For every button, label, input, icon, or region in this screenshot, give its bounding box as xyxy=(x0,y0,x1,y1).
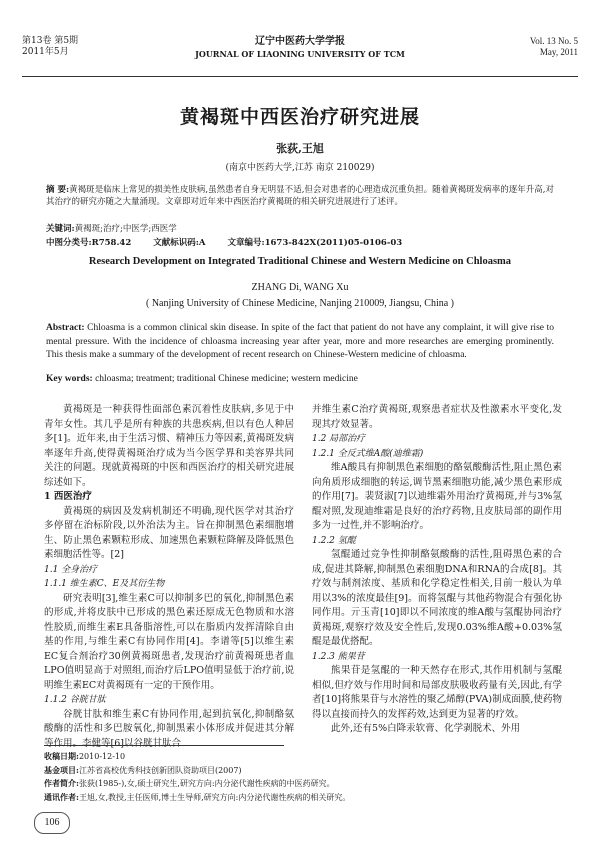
keywords-cn-text: 黄褐斑;治疗;中医学;西医学 xyxy=(74,224,177,234)
footnote-text: 张荻(1985-),女,硕士研究生,研究方向:内分泌代谢性疾病的中医药研究。 xyxy=(78,779,335,788)
keywords-en-label: Key words: xyxy=(46,374,93,384)
keywords-en-text: chloasma; treatment; traditional Chinese medicine; western medicine xyxy=(95,374,358,384)
subsection-heading: 1.1 全身治疗 xyxy=(44,564,98,575)
journal-name xyxy=(22,36,578,60)
class-number: 中图分类号:R758.42 xyxy=(46,238,132,248)
subsection-heading: 1.1.2 谷胱甘肽 xyxy=(44,695,106,705)
paragraph: 维A酸具有抑制黑色素细胞的酪氨酸酶活性,阻止黑色素向角质形成细胞的转运,调节黑素细胞功能,减少黑色素形成的作用[7]。裴贤淑[7]以迪维霜外用治疗黄褐斑,并与3%氢醌对照,发现迪维霜是良好的治疗药物,且皮肤局部的副作用多为一过性,并不影响治疗。 xyxy=(312,462,562,531)
issue-info-en xyxy=(530,36,578,58)
footnote-text: 2010-12-10 xyxy=(78,752,126,761)
journal-name-cn: 辽宁中医药大学学报 xyxy=(255,36,345,47)
affiliation-cn: (南京中医药大学,江苏 南京 210029) xyxy=(225,163,375,173)
abstract-cn-text: 黄褐斑是临床上常见的损美性皮肤病,虽然患者自身无明显不适,但会对患者的心理造成沉重负担。随着黄褐斑发病率的逐年升高,对其治疗的研究亦随之大量涌现。文章即对近年来中西医治疗黄褐斑的相关研究进展进行了述评。 xyxy=(46,185,554,207)
footnote-received xyxy=(44,750,570,764)
page-number: 106 xyxy=(34,812,70,834)
footnote-author xyxy=(44,777,570,791)
abstract-cn xyxy=(46,184,554,208)
abstract-en xyxy=(46,322,554,363)
subsection-heading: 1.2.2 氢醌 xyxy=(312,535,356,546)
journal-name-en: JOURNAL OF LIAONING UNIVERSITY OF TCM xyxy=(195,49,405,59)
issue-date-en: May, 2011 xyxy=(539,47,578,57)
section-heading: 1 西医治疗 xyxy=(44,491,92,502)
keywords-en xyxy=(46,374,554,384)
keywords-cn-label: 关键词: xyxy=(46,224,75,234)
abstract-en-text: Chloasma is a common clinical skin disease. In spite of the fact that patient do not have any complaint, it will give rise to mental pressure. With the incidence of chloasma increasing year after year, more and more researches are emerging prominently. This thesis make a summary of the development of recent research on Chinese-Western medicine of chloasma. xyxy=(46,323,555,360)
footnote-label: 基金项目: xyxy=(44,764,79,775)
abstract-cn-label: 摘 要: xyxy=(46,185,70,195)
classification-row xyxy=(46,236,554,248)
document-code: 文献标识码:A xyxy=(153,238,206,248)
body-column-left xyxy=(44,403,294,751)
footnote-label: 作者简介: xyxy=(44,778,79,788)
footnote-label: 收稿日期: xyxy=(44,751,79,761)
journal-header xyxy=(22,28,578,77)
paragraph: 此外,还有5%白降汞软膏、化学剥脱术、外用 xyxy=(331,723,521,734)
paper-title-en: Research Development on Integrated Traditional Chinese and Western Medicine on Chloasma xyxy=(88,256,512,267)
footnote-funding xyxy=(44,764,570,778)
issue-date-cn: 2011年5月 xyxy=(22,47,69,57)
paragraph: 黄褐斑的病因及发病机制还不明确,现代医学对其治疗多停留在治标阶段,以外治法为主。旨在抑制黑色素细胞增生、防止黑色素颗粒形成、加速黑色素颗粒降解及降低黑色素细胞活性等。[2] xyxy=(44,505,294,560)
body-column-right xyxy=(312,403,562,737)
volume-issue-en: Vol. 13 No. 5 xyxy=(529,36,578,46)
affiliation-en: ( Nanjing University of Chinese Medicine, Nanjing 210009, Jiangsu, China ) xyxy=(145,298,454,309)
paragraph: 黄褐斑是一种获得性面部色素沉着性皮肤病,多见于中青年女性。其几乎是所有种族的共患疾病,但以有色人种居多[1]。近年来,由于生活习惯、精神压力等因素,黄褐斑发病率逐年升高,使得黄褐斑治疗成为当今医学界和美容界共同关注的问题。现就黄褐斑的中医和西医治疗的相关研究进展综述如下。 xyxy=(44,404,294,488)
paragraph: 研究表明[3],维生素C可以抑制多巴的氧化,抑制黑色素的形成,并将皮肤中已形成的黑色素还原成无色物质和水溶性胶质,而维生素E具备脂溶性,可以在脂质内发挥清除自由基的作用,与维生素C有协同作用[4]。李谱等[5]以维生素EC复合剂治疗30例黄褐斑患者,发现治疗前黄褐斑患者血LPO值明显高于对照组,而治疗后LPO值明显低于治疗前,说明维生素EC对黄褐斑有一定的干预作用。 xyxy=(44,592,294,691)
footnote-corresponding xyxy=(44,791,570,805)
paper-title-cn: 黄褐斑中西医治疗研究进展 xyxy=(179,106,420,128)
paragraph: 熊果苷是氢醌的一种天然存在形式,其作用机制与氢醌相似,但疗效与作用时间和局部皮肤吸收药量有关,因此,有学者[10]将熊果苷与水溶性的聚乙烯醇(PVA)制成面膜,使药物得以直接而持久的发挥药效,达到更为显著的疗效。 xyxy=(312,665,562,720)
article-number: 文章编号:1673-842X(2011)05-0106-03 xyxy=(227,238,403,248)
volume-issue-cn: 第13卷 第5期 xyxy=(22,36,79,46)
footnote-text: 江苏省高校优秀科技创新团队资助项目(2007) xyxy=(78,765,242,775)
keywords-cn xyxy=(46,222,554,234)
subsection-heading: 1.2 局部治疗 xyxy=(312,434,366,444)
paragraph: 氢醌通过竞争性抑制酪氨酸酶的活性,阻碍黑色素的合成,促进其降解,抑制黑色素细胞DNA和RNA的合成[8]。其疗效与制剂浓度、基质和化学稳定性相关,目前一般认为单用以3%的浓度最佳[9]。而将氢醌与其他药物混合有强化协同作用。亓玉青[10]即以不同浓度的维A酸与氢醌协同治疗黄褐斑,观察疗效及安全性后,发现0.03%维A酸+0.03%氢醌是最优搭配。 xyxy=(312,549,562,647)
subsection-heading: 1.2.1 全反式维A酸(迪维霜) xyxy=(312,448,424,459)
footnote-text: 王旭,女,教授,主任医师,博士生导师,研究方向:内分泌代谢性疾病的相关研究。 xyxy=(78,792,351,802)
footnotes xyxy=(44,750,570,804)
subsection-heading: 1.2.3 熊果苷 xyxy=(312,651,365,662)
footnote-separator xyxy=(44,745,284,746)
footnote-label: 通讯作者: xyxy=(44,791,79,802)
abstract-en-label: Abstract: xyxy=(46,323,85,333)
paragraph-continued: 并维生素C治疗黄褐斑,观察患者症状及性激素水平变化,发现其疗效显著。 xyxy=(312,404,562,430)
paragraph: 谷胱甘肽和维生素C有协同作用,起到抗氧化,抑制酪氨酸酶的活性和多巴胺氧化,抑制黑素小体形成并促进其分解等作用。李健等[6]以谷胱甘肽合 xyxy=(44,708,294,749)
authors-cn: 张荻,王旭 xyxy=(276,142,324,155)
authors-en: ZHANG Di, WANG Xu xyxy=(251,282,349,293)
subsection-heading: 1.1.1 维生素C、E及其衍生物 xyxy=(44,579,165,589)
